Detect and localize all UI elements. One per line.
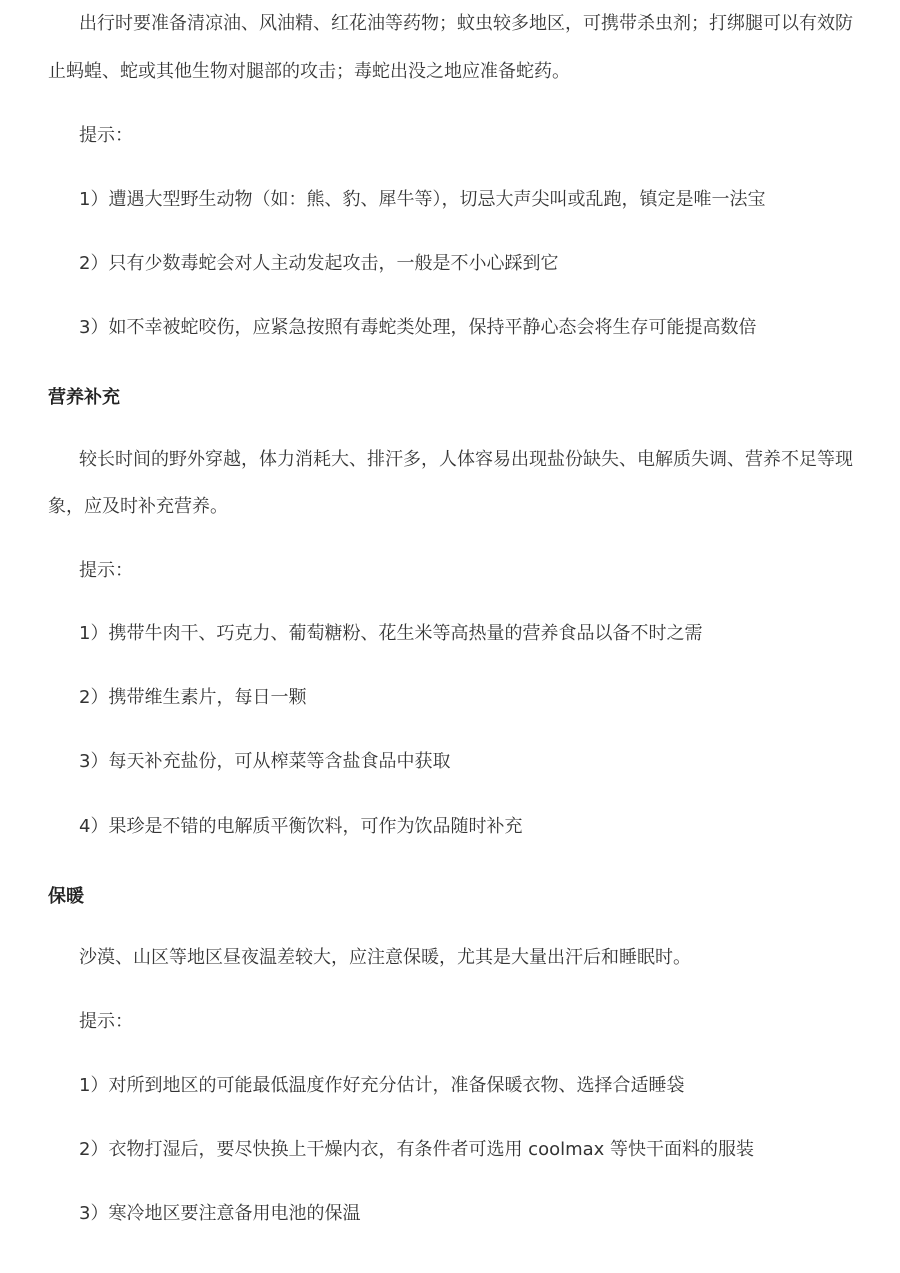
nutrition-paragraph-line-2: 象，应及时补充营养。 — [48, 496, 228, 517]
intro-paragraph-line-1: 出行时要准备清凉油、风油精、红花油等药物；蚊虫较多地区，可携带杀虫剂；打绑腿可以有效防 — [79, 13, 853, 34]
nutrition-paragraph-line-1: 较长时间的野外穿越，体力消耗大、排汗多，人体容易出现盐份缺失、电解质失调、营养不足等现 — [79, 449, 853, 470]
nutrition-tip-1: 1）携带牛肉干、巧克力、葡萄糖粉、花生米等高热量的营养食品以备不时之需 — [79, 623, 703, 644]
animal-tip-2: 2）只有少数毒蛇会对人主动发起攻击，一般是不小心踩到它 — [79, 253, 559, 274]
section-heading-nutrition: 营养补充 — [48, 387, 120, 408]
section-heading-warmth: 保暖 — [48, 886, 84, 907]
nutrition-tip-2: 2）携带维生素片，每日一颗 — [79, 687, 307, 708]
tips-label: 提示： — [79, 125, 133, 146]
nutrition-tip-4: 4）果珍是不错的电解质平衡饮料，可作为饮品随时补充 — [79, 816, 523, 837]
animal-tip-1: 1）遭遇大型野生动物（如：熊、豹、犀牛等），切忌大声尖叫或乱跑，镇定是唯一法宝 — [79, 189, 766, 210]
warmth-tip-1: 1）对所到地区的可能最低温度作好充分估计，准备保暖衣物、选择合适睡袋 — [79, 1075, 685, 1096]
tips-label: 提示： — [79, 1011, 133, 1032]
warmth-paragraph-line-1: 沙漠、山区等地区昼夜温差较大，应注意保暖，尤其是大量出汗后和睡眠时。 — [79, 947, 691, 968]
warmth-tip-2: 2）衣物打湿后，要尽快换上干燥内衣，有条件者可选用 coolmax 等快干面料的服装 — [79, 1139, 755, 1160]
intro-paragraph-line-2: 止蚂蝗、蛇或其他生物对腿部的攻击；毒蛇出没之地应准备蛇药。 — [48, 61, 570, 82]
warmth-tip-3: 3）寒冷地区要注意备用电池的保温 — [79, 1203, 361, 1224]
animal-tip-3: 3）如不幸被蛇咬伤，应紧急按照有毒蛇类处理，保持平静心态会将生存可能提高数倍 — [79, 317, 757, 338]
tips-label: 提示： — [79, 560, 133, 581]
nutrition-tip-3: 3）每天补充盐份，可从榨菜等含盐食品中获取 — [79, 751, 451, 772]
